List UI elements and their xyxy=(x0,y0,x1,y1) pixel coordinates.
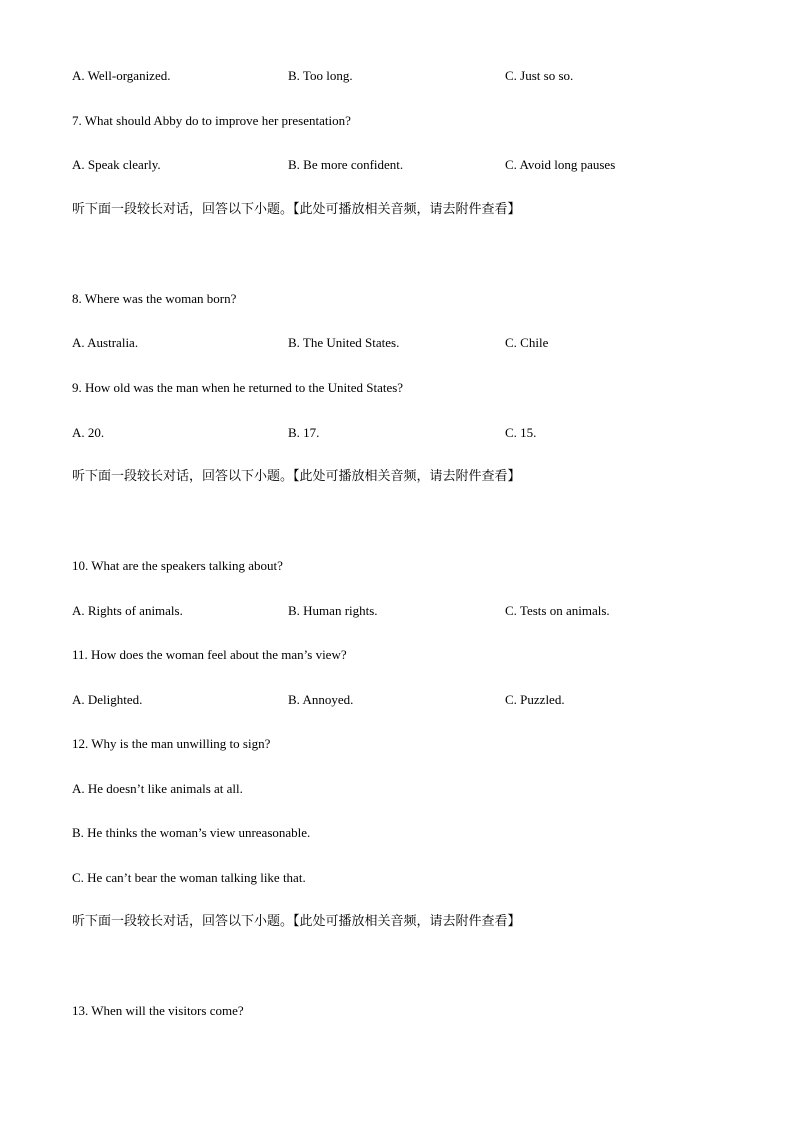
q6-option-c: C. Just so so. xyxy=(505,68,574,83)
question-12: 12. Why is the man unwilling to sign? xyxy=(72,736,271,751)
q7-option-a: A. Speak clearly. xyxy=(72,157,161,172)
q12-option-c: C. He can’t bear the woman talking like that. xyxy=(72,870,306,885)
q12-option-b: B. He thinks the woman’s view unreasonable. xyxy=(72,825,311,840)
question-11: 11. How does the woman feel about the man’s view? xyxy=(72,647,347,662)
question-7: 7. What should Abby do to improve her presentation? xyxy=(72,113,351,128)
q6-option-b: B. Too long. xyxy=(288,68,353,83)
q10-option-a: A. Rights of animals. xyxy=(72,603,183,618)
q11-option-c: C. Puzzled. xyxy=(505,692,565,707)
question-10: 10. What are the speakers talking about? xyxy=(72,558,283,573)
listening-instruction-1: 听下面一段较长对话，回答以下小题。【此处可播放相关音频，请去附件查看】 xyxy=(72,202,521,217)
question-9: 9. How old was the man when he returned to the United States? xyxy=(72,380,404,395)
question-13: 13. When will the visitors come? xyxy=(72,1003,244,1018)
q8-option-b: B. The United States. xyxy=(288,335,400,350)
q7-option-b: B. Be more confident. xyxy=(288,157,404,172)
q12-option-a: A. He doesn’t like animals at all. xyxy=(72,781,243,796)
q11-option-b: B. Annoyed. xyxy=(288,692,354,707)
q9-option-a: A. 20. xyxy=(72,425,105,440)
listening-instruction-2: 听下面一段较长对话，回答以下小题。【此处可播放相关音频，请去附件查看】 xyxy=(72,469,521,484)
listening-instruction-3: 听下面一段较长对话，回答以下小题。【此处可播放相关音频，请去附件查看】 xyxy=(72,914,521,929)
q11-option-a: A. Delighted. xyxy=(72,692,143,707)
q8-option-a: A. Australia. xyxy=(72,335,139,350)
q6-option-a: A. Well-organized. xyxy=(72,68,171,83)
q9-option-c: C. 15. xyxy=(505,425,537,440)
q10-option-c: C. Tests on animals. xyxy=(505,603,610,618)
q9-option-b: B. 17. xyxy=(288,425,320,440)
q10-option-b: B. Human rights. xyxy=(288,603,378,618)
q7-option-c: C. Avoid long pauses xyxy=(505,157,616,172)
q8-option-c: C. Chile xyxy=(505,335,549,350)
question-8: 8. Where was the woman born? xyxy=(72,291,237,306)
